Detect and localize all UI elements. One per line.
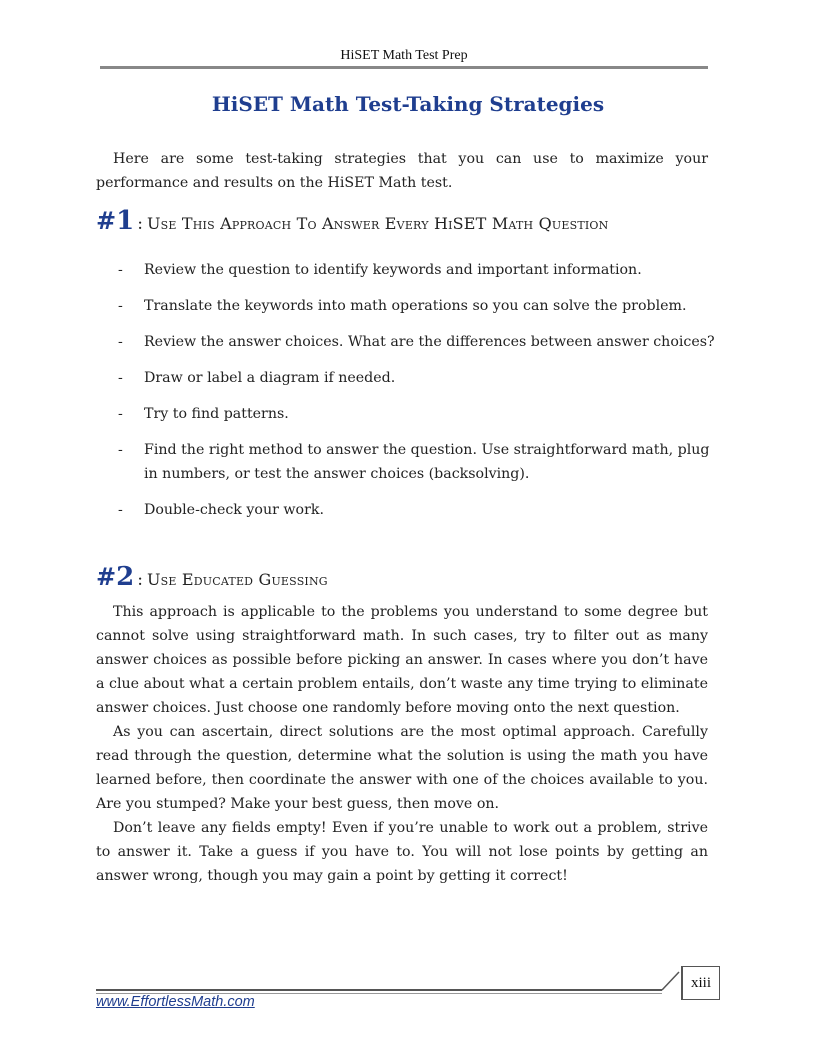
section-2-paragraph-1: This approach is applicable to the problems you understand to some degree but cannot solve using straightforward math. In such cases, try to filter out as many answer choices as possible before picking an answer. In cases where you don’t have a clue about what a certain problem entails, don’t waste any time trying to eliminate answer choices. Just choose one randomly before moving onto the next question. — [96, 604, 708, 716]
running-header: HiSET Math Test Prep — [340, 48, 468, 63]
section-1-title: Use This Approach To Answer Every HiSET Math Question — [146, 214, 609, 233]
footer-divider — [96, 989, 662, 991]
page-number: xiii — [681, 966, 720, 1000]
intro-paragraph — [96, 147, 708, 195]
section-2-heading — [96, 562, 328, 592]
section-2-paragraph-2: As you can ascertain, direct solutions are the most optimal approach. Carefully read through the question, determine what the solution is using the math you have learned before, then coordinate the answer with one of the choices available to you. Are you stumped? Make your best guess, then move on. — [96, 724, 708, 812]
section-2-colon: : — [137, 570, 143, 590]
header-divider — [100, 66, 708, 69]
section-2-title: Use Educated Guessing — [146, 570, 328, 589]
page-title: HiSET Math Test-Taking Strategies — [211, 92, 605, 116]
section-2-paragraph-3: Don’t leave any fields empty! Even if you’re unable to work out a problem, strive to answer it. Take a guess if you have to. You will not lose points by getting an answer wrong, though you may gain a point by getting it correct! — [96, 820, 708, 884]
section-1-heading — [96, 206, 608, 236]
section-1-number: #1 — [96, 206, 135, 236]
section-1-colon: : — [137, 214, 143, 234]
website-link[interactable]: www.EffortlessMath.com — [96, 994, 255, 1010]
intro-text: Here are some test-taking strategies that you can use to maximize your performance and results on the HiSET Math test. — [96, 151, 708, 191]
section-2-number: #2 — [96, 562, 135, 592]
